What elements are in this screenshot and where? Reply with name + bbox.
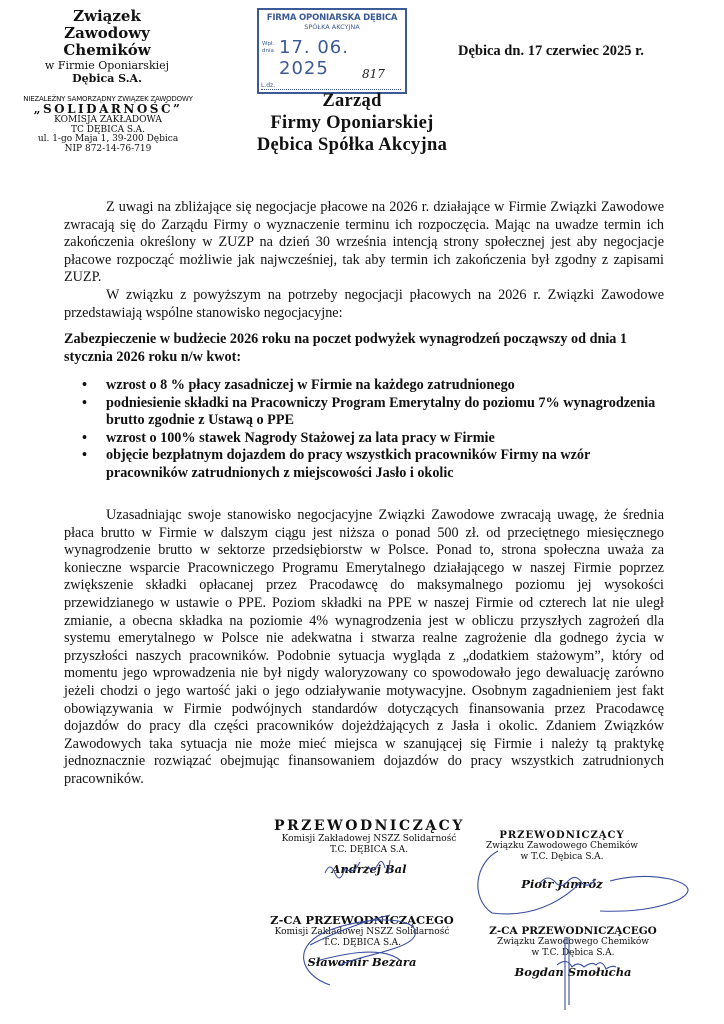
bullet-icon: •	[82, 394, 87, 411]
demands-lead: Zabezpieczenie w budżecie 2026 roku na poczet podwyżek wynagrodzeń począwszy od dnia 1 stycznia 2026 roku n/w kwot:	[64, 331, 628, 365]
paragraph-text: Z uwagi na zbliżające się negocjacje płacowe na 2026 r. działające w Firmie Związki Zawodowe zwracają się do Zarządu Firmy o wyznaczenie terminu ich rozpoczęcia. Mając na uwadze termin ich zakończenia określony w ZUZP na dzień 30 września intencją strony społecznej jest aby negocjacje płacowe rozpocząć możliwie jak najwcześniej, tak aby termin ich zakończenia był zgodny z zapisami ZUZP.	[64, 199, 664, 286]
solidarnosc-stamp-top: NIEZALEŻNY SAMORZĄDNY ZWIĄZEK ZAWODOWY	[23, 95, 193, 103]
signature-org: Związku Zawodowego Chemików	[485, 841, 639, 851]
signature-org: T.C. DĘBICA S.A.	[322, 938, 402, 948]
signature-org: w T.C. Dębica S.A.	[531, 948, 615, 958]
signature-block-chemists-chair	[472, 830, 652, 891]
addressee-line: Firmy Oponiarskiej	[270, 113, 434, 133]
registry-stamp-ldz: L.dz.	[261, 82, 401, 90]
registry-stamp-form: SPÓŁKA AKCYJNA	[304, 23, 360, 31]
demand-item	[64, 447, 664, 482]
signature-name: Piotr Jamróz	[521, 877, 603, 891]
demands-list	[64, 377, 664, 483]
signature-name: Bogdan Smołucha	[514, 965, 632, 979]
chemists-union-line: Chemików	[63, 41, 151, 59]
solidarnosc-stamp-line: ul. 1-go Maja 1, 39-200 Dębica	[37, 134, 179, 144]
bullet-icon: •	[82, 377, 87, 393]
registry-stamp	[257, 8, 407, 94]
addressee-line: Zarząd	[322, 91, 382, 111]
demand-text: objęcie bezpłatnym dojazdem do pracy wszystkich pracowników Firmy na wzór pracowników zatrudnionych z miejscowości Jasło i okolic	[106, 447, 591, 481]
signature-role: Z-CA PRZEWODNICZĄCEGO	[270, 913, 454, 927]
registry-stamp-received-label	[262, 41, 274, 55]
demand-item	[64, 430, 664, 448]
signature-org: Komisji Zakładowej NSZZ Solidarność	[274, 927, 450, 937]
signature-name: Andrzej Bal	[331, 862, 407, 876]
received-label-line: dnia	[262, 48, 274, 54]
signature-org: Związku Zawodowego Chemików	[496, 937, 650, 947]
demand-item	[64, 395, 664, 430]
addressee	[232, 90, 472, 156]
solidarnosc-stamp-line: KOMISJA ZAKŁADOWA	[54, 115, 162, 125]
demand-item	[64, 377, 664, 395]
paragraph-text: Uzasadniając swoje stanowisko negocjacyjne Związki Zawodowe zwracają uwagę, że średnia płaca brutto w Firmie w dalszym ciągu jest niższa o ponad 500 zł. od przeciętnego miesięcznego wynagrodzenie brutto w sektorze przedsiębiorstw w Polsce. Ponad to, strona społeczna uważa za konieczne wsparcie Pracowniczego Programu Emerytalnego działającego w naszej Firmie poprzez zwiększenie składki opłacanej przez Pracodawcę do maksymalnego poziomu jej wysokości przewidzianego w ustawie o PPE. Poziom składki na PPE w naszej Firmie od czterech lat nie uległ zmianie, a obecna składka na poziomie 4% wynagrodzenia jest w obliczu przyszłych zagrożeń dla systemu emerytalnego w Polsce nie adekwatna i stwarza realne zagrożenie dla godnego życia w przyszłości naszych pracowników. Podobnie sytuacja wygląda z „dodatkiem stażowym”, który od momentu jego wprowadzenia nie był nigdy waloryzowany co spowodowało jego dewaluację zarówno jeżeli chodzi o jego wartość jaki o jego odziaływanie motywacyjne. Osobnym zagadnieniem jest fakt obowiązywania w Firmie podwójnych standardów dotyczących finansowania przez Pracodawcę dojazdów do pracy dla części pracowników dojeżdżających z Jasła i okolic. Zdaniem Związków Zawodowych taka sytuacja nie może mieć miejsca w szanującej się Firmie i należy tą praktykę jednoznacznie rozwiązać obejmując finansowaniem dojazdów do pracy wszystkich zatrudnionych pracowników.	[64, 507, 664, 787]
signature-block-solidarnosc-deputy	[262, 913, 462, 969]
received-label-line: Wpł.	[262, 41, 275, 47]
signature-org: w T.C. Dębica S.A.	[520, 852, 604, 862]
chemists-union-header	[32, 8, 182, 85]
registry-stamp-company: FIRMA OPONIARSKA DĘBICA	[266, 13, 398, 23]
signature-block-chemists-deputy	[478, 925, 668, 979]
signature-name: Sławomir Bezara	[307, 955, 417, 969]
body-paragraph-2	[64, 287, 664, 322]
solidarnosc-stamp	[8, 95, 208, 154]
bullet-icon: •	[82, 447, 87, 464]
demand-text: wzrost o 8 % płacy zasadniczej w Firmie na każdego zatrudnionego	[106, 377, 515, 393]
paragraph-text: W związku z powyższym na potrzeby negocjacji płacowych na 2026 r. Związki Zawodowe przedstawiają wspólne stanowisko negocjacyjne:	[64, 287, 664, 321]
chemists-union-line: Związek Zawodowy	[64, 7, 150, 42]
demand-text: podniesienie składki na Pracowniczy Program Emerytalny do poziomu 7% wynagrodzenia brutto zgodnie z Ustawą o PPE	[106, 394, 656, 429]
registry-stamp-date: 17. 06. 2025	[279, 37, 349, 79]
solidarnosc-stamp-name: „SOLIDARNOŚĆ”	[33, 102, 183, 116]
signature-org: T.C. DĘBICA S.A.	[329, 845, 409, 855]
body-paragraph-1	[64, 199, 664, 287]
addressee-line: Dębica Spółka Akcyjna	[256, 135, 448, 155]
demand-text: wzrost o 100% stawek Nagrody Stażowej za lata pracy w Firmie	[106, 429, 495, 446]
signature-role: Z-CA PRZEWODNICZĄCEGO	[489, 925, 657, 937]
chemists-union-line: Dębica S.A.	[72, 72, 142, 85]
body-paragraph-3	[64, 507, 664, 789]
bullet-icon: •	[82, 429, 87, 446]
signature-block-solidarnosc-chair	[274, 818, 464, 876]
chemists-union-line: w Firmie Oponiarskiej	[44, 59, 170, 72]
solidarnosc-stamp-line: TC DĘBICA S.A.	[70, 124, 146, 135]
solidarnosc-stamp-line: NIP 872-14-76-719	[64, 143, 152, 154]
signature-role: PRZEWODNICZĄCY	[499, 830, 625, 841]
signature-org: Komisji Zakładowej NSZZ Solidarność	[281, 834, 457, 844]
place-and-date: Dębica dn. 17 czerwiec 2025 r.	[458, 43, 644, 59]
signature-role: PRZEWODNICZĄCY	[274, 818, 465, 834]
registry-stamp-number: 817	[362, 67, 385, 81]
